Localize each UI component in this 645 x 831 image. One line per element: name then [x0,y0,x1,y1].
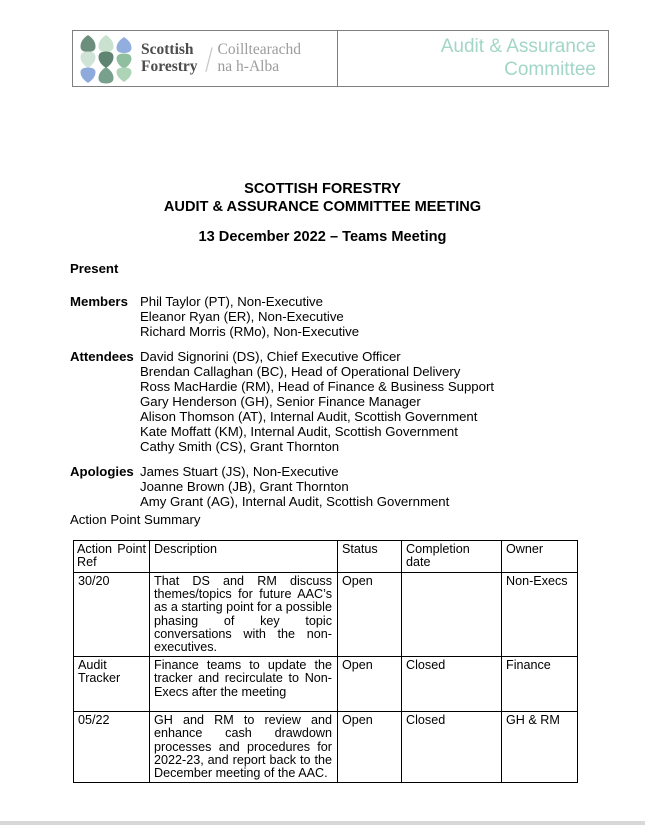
logo-block [73,31,338,86]
cell-description: That DS and RM discuss themes/topics for future AAC’s as a starting point for a possible phasing of key topic conversations with the non-executives. [150,573,338,657]
person-line: Joanne Brown (JB), Grant Thornton [140,479,349,494]
person-line: Amy Grant (AG), Internal Audit, Scottish Government [140,494,450,509]
meeting-title-line-2: AUDIT & ASSURANCE COMMITTEE MEETING [163,199,482,215]
column-header: Status [338,541,402,573]
cell-owner: GH & RM [502,712,578,783]
column-header: Description [150,541,338,573]
person-line: David Signorini (DS), Chief Executive Officer [140,349,401,364]
logo-text-gaelic-1: Coilltearachd [217,41,302,58]
meeting-date: 13 December 2022 – Teams Meeting [198,229,447,245]
logo-name-gaelic [218,42,302,75]
person-line: James Stuart (JS), Non-Executive [140,464,339,479]
present-group [70,294,590,339]
logo-wordmark [141,38,302,79]
cell-description: Finance teams to update the tracker and recirculate to Non-Execs after the meeting [150,657,338,712]
cell-owner: Non-Execs [502,573,578,657]
action-table-header [74,541,578,573]
cell-ref: 05/22 [74,712,150,783]
cell-ref: Audit Tracker [74,657,150,712]
logo-slash-divider: / [204,38,213,79]
logo-text-forestry: Forestry [141,57,198,75]
present-group [70,349,590,454]
cell-completion [402,573,502,657]
table-row [74,657,578,712]
logo-text-scottish: Scottish [141,41,194,58]
present-groups [70,294,590,519]
group-label: Attendees [70,349,134,364]
scottish-forestry-logo [80,34,134,84]
action-table-body [74,573,578,783]
table-row [74,573,578,657]
column-header: Completion date [402,541,502,573]
cell-completion: Closed [402,712,502,783]
cell-status: Open [338,573,402,657]
cell-owner: Finance [502,657,578,712]
committee-title-line-1: Audit & Assurance [440,36,596,57]
present-group [70,464,590,509]
cell-description: GH and RM to review and enhance cash drawdown processes and procedures for 2022-23, and report back to the December meeting of the AAC. [150,712,338,783]
person-line: Alison Thomson (AT), Internal Audit, Scottish Government [140,409,478,424]
committee-title-line-2: Committee [504,58,596,80]
logo-name-english [141,42,198,75]
column-header: Action Point Ref [74,541,150,573]
header-row [74,541,578,573]
letterhead [72,30,609,87]
group-label: Members [70,294,128,309]
cell-status: Open [338,657,402,712]
page-bottom-edge [0,821,645,825]
table-row [74,712,578,783]
person-line: Richard Morris (RMo), Non-Executive [140,324,360,339]
group-label: Apologies [70,464,134,479]
person-line: Kate Moffatt (KM), Internal Audit, Scottish Government [140,424,458,439]
logo-text-gaelic-2: na h-Alba [217,57,280,75]
group-people [140,464,590,509]
action-table [73,540,578,783]
cell-status: Open [338,712,402,783]
person-line: Ross MacHardie (RM), Head of Finance & Business Support [140,379,495,394]
column-header: Owner [502,541,578,573]
cell-completion: Closed [402,657,502,712]
action-summary-heading: Action Point Summary [70,512,201,527]
committee-title [338,31,608,86]
group-people [140,294,590,339]
present-heading: Present [70,261,119,276]
person-line: Brendan Callaghan (BC), Head of Operational Delivery [140,364,461,379]
person-line: Gary Henderson (GH), Senior Finance Manager [140,394,421,409]
meeting-title-block [0,180,645,246]
person-line: Phil Taylor (PT), Non-Executive [140,294,323,309]
meeting-title-line-1: SCOTTISH FORESTRY [244,181,401,197]
person-line: Eleanor Ryan (ER), Non-Executive [140,309,344,324]
cell-ref: 30/20 [74,573,150,657]
person-line: Cathy Smith (CS), Grant Thornton [140,439,340,454]
group-people [140,349,590,454]
